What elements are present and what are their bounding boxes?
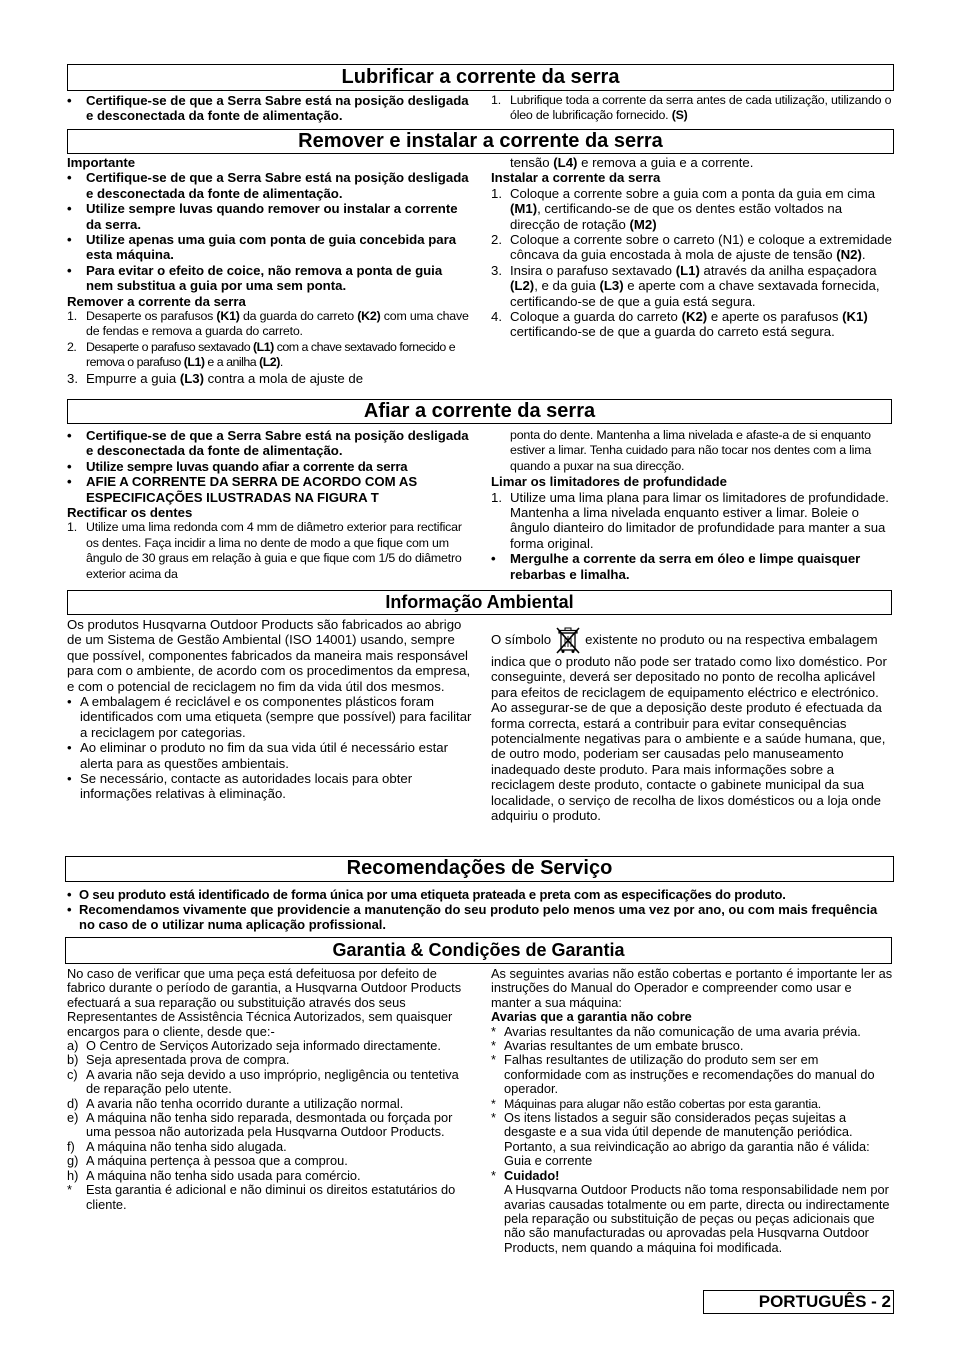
section-title-remover-instalar: Remover e instalar a corrente da serra (67, 129, 894, 154)
list-item: * Avarias resultantes de um embate brusco. (491, 1038, 744, 1054)
s3-right (491, 428, 894, 582)
list-item: h) A máquina não tenha sido usada para comércio. (67, 1167, 361, 1183)
list-item: d) A avaria não tenha ocorrido durante a utilização normal. (67, 1095, 404, 1111)
list-item: * Falhas resultantes de utilização do produto sem ser em conformidade com as instruções e recomendações do manual do operador. (491, 1052, 875, 1097)
list-item: * Máquinas para alugar não estão cobertas por esta garantia. (491, 1096, 821, 1111)
s5-body (67, 887, 894, 932)
list-item: • Utilize sempre luvas quando afiar a corrente da serra (67, 458, 408, 474)
list-item: • Certifique-se de que a Serra Sabre está na posição desligada e desconectada da fonte de alimentação. (67, 428, 469, 459)
subheading-limar: Limar os limitadores de profundidade (491, 474, 727, 490)
s1-right (491, 93, 894, 124)
page-footer-language: PORTUGUÊS - 2 (703, 1290, 894, 1314)
list-item: • A embalagem é reciclável e os componentes plásticos foram identificados com uma etiqueta (sempre que possível) para facilitar a reciclagem por categorias. (67, 694, 472, 740)
list-item: • Ao eliminar o produto no fim da sua vida útil é necessário estar alerta para as questões ambientais. (67, 740, 448, 771)
paragraph: O símbolo existente no produto ou na respectiva embalagem indica que o produto não pode ser tratado como lixo doméstico. Por conseguinte, deverá ser depositado no ponto de recolha aplicável para efeitos de reciclagem de equipamento eléctrico e electrónico. Ao assegurar-se de que a deposição deste produto é efectuada da forma correcta, estará a contribuir para evitar consequências potencialmente negativas para o ambiente e a saúde humana, que, de outro modo, poderiam ser causadas pelo manuseamento inadequado deste produto. Para mais informações sobre a reciclagem deste produto, contacte o gabinete municipal da sua localidade, o serviço de recolha de lixos domésticos ou a loja onde adquiriu o produto. (491, 626, 894, 823)
subheading-remover: Remover a corrente da serra (67, 293, 246, 309)
list-item: • Utilize apenas uma guia com ponta de guia concebida para esta máquina. (67, 232, 457, 263)
crossed-bin-icon (556, 626, 580, 654)
list-item: a) O Centro de Serviços Autorizado seja informado directamente. (67, 1038, 441, 1054)
list-item: 1. Utilize uma lima plana para limar os limitadores de profundidade. Mantenha a lima nivelada enquanto estiver a limar. Boleie o ângulo dianteiro do limitador de profundidade para manter a sua forma original. (491, 489, 889, 551)
section-title-garantia: Garantia & Condições de Garantia (65, 937, 892, 964)
subheading-avarias: Avarias que a garantia não cobre (491, 1009, 692, 1025)
list-item: * Os itens listados a seguir são considerados peças sujeitas a desgaste e a sua vida útil depende de manutenção periódica. Portanto, a sua reivindicação ao abrigo da garantia não é válida: Guia e corrente (491, 1110, 870, 1169)
subheading-importante: Importante (67, 155, 136, 170)
s6-left (67, 967, 472, 1212)
list-item: • Se necessário, contacte as autoridades locais para obter informações relativas à eliminação. (67, 771, 413, 802)
list-item: c) A avaria não seja devido a uso impróprio, negligência ou tentetiva de reparação pelo utente. (67, 1066, 459, 1097)
section-title-informacao-ambiental: Informação Ambiental (67, 590, 892, 615)
list-item: * Avarias resultantes da não comunicação de uma avaria prévia. (491, 1023, 861, 1039)
list-item: 3. Empurre a guia (L3) contra a mola de ajuste de (67, 370, 364, 386)
list-item: e) A máquina não tenha sido reparada, desmontada ou forçada por uma pessoa não autorizada pela Husqvarna Outdoor Products. (67, 1110, 453, 1140)
subheading-instalar: Instalar a corrente da serra (491, 170, 661, 186)
rectificar-continuation: ponta do dente. Mantenha a lima nivelada e afaste-a de si enquanto estiver a limar. Tenha cuidado para não tocar nos dentes com a lima quando a puxar na sua direcção. (510, 428, 872, 473)
list-item: 1. Desaperte os parafusos (K1) da guarda do carreto (K2) com uma chave de fendas e remova a guarda do carreto. (67, 309, 469, 339)
list-item: b) Seja apresentada prova de compra. (67, 1052, 290, 1068)
list-item: • AFIE A CORRENTE DA SERRA DE ACORDO COM AS ESPECIFICAÇÕES ILUSTRADAS NA FIGURA T (67, 474, 418, 505)
list-item: 4. Coloque a guarda do carreto (K2) e aperte os parafusos (K1) certificando-se de que a guarda do carreto está segura. (491, 309, 868, 340)
paragraph: As seguintes avarias não estão cobertas e portanto é importante ler as instruções do Manual do Operador e compreender como usar e manter a sua máquina: (491, 966, 893, 1010)
s4-right (491, 626, 894, 823)
list-item: • Para evitar o efeito de coice, não remova a ponta de guia nem substitua a guia por uma sem ponta. (67, 262, 443, 294)
list-item: 2. Coloque a corrente sobre o carreto (N1) e coloque a extremidade côncava da guia encostada à mola de ajuste de tensão (N2). (491, 232, 892, 263)
list-item: 1. Coloque a corrente sobre a guia com a ponta da guia em cima (M1), certificando-se de que os dentes estão voltados na direcção de rotação (M2) (491, 185, 876, 232)
list-item: * Esta garantia é adicional e não diminui os direitos estatutários do cliente. (67, 1182, 456, 1212)
list-item: 3. Insira o parafuso sextavado (L1) através da anilha espaçadora (L2), e da guia (L3) e aperte com a chave sextavada fornecida, certificando-se de que a guia está segura. (491, 262, 880, 309)
s1-left (67, 93, 472, 124)
list-item: 2. Desaperte o parafuso sextavado (L1) com a chave sextavado fornecido e remova o parafuso (L1) e a anilha (L2). (67, 339, 456, 370)
paragraph: Os produtos Husqvarna Outdoor Products são fabricados ao abrigo de um Sistema de Gestão Ambiental (ISO 14001) usando, sempre que possível, componentes fabricados da maneira mais responsável para com o ambiente, de acordo com os procedimentos da empresa, e com o potencial de reciclagem no fim da vida útil dos mesmos. (67, 617, 471, 694)
list-item: • Utilize sempre luvas quando remover ou instalar a corrente da serra. (67, 201, 458, 232)
list-item: • Certifique-se de que a Serra Sabre está na posição desligada e desconectada da fonte de alimentação. (67, 170, 469, 201)
list-item: • O seu produto está identificado de forma única por uma etiqueta prateada e preta com as especificações do produto. (67, 887, 786, 902)
subheading-rectificar: Rectificar os dentes (67, 505, 193, 521)
paragraph: No caso de verificar que uma peça está defeituosa por defeito de fabrico durante o período de garantia, a Husqvarna Outdoor Products efectuará a sua reparação ou substituição através dos seus Representantes de Assistência Técnica Autorizados, sem quaisquer encargos para o cliente, desde que:- (67, 966, 462, 1039)
list-item: • Recomendamos vivamente que providencie a manutenção do seu produto pelo menos uma vez por ano, ou com mais frequência no caso de o utilizar numa aplicação profissional. (67, 902, 878, 932)
paragraph: A Husqvarna Outdoor Products não toma responsabilidade nem por avarias causadas totalmente ou em parte, directa ou indirectamente pela reparação ou substituição de peças ou peças adicionais que não são manufacturadas ou aprovadas pela Husqvarna Outdoor Products, nem quando a máquina foi modificada. (504, 1182, 890, 1255)
s2-left (67, 155, 472, 386)
section-title-afiar: Afiar a corrente da serra (67, 399, 892, 424)
list-item: 1. Utilize uma lima redonda com 4 mm de diâmetro exterior para rectificar os dentes. Faça incidir a lima no dente de modo a que fique com um ângulo de 30 graus em relação à guia e que fique com 1/5 do diâmetro exterior acima da (67, 520, 462, 581)
section-title-recomendacoes: Recomendações de Serviço (65, 856, 894, 882)
remover-continuation: tensão (L4) e remova a guia e a corrente. (510, 155, 754, 170)
list-item: * Cuidado! (491, 1167, 560, 1183)
s4-left (67, 617, 472, 802)
list-item: f) A máquina não tenha sido alugada. (67, 1138, 287, 1154)
s6-right (491, 967, 894, 1255)
s2-right (491, 155, 894, 340)
list-item: g) A máquina pertença à pessoa que a comprou. (67, 1153, 348, 1169)
section-title-lubrificar: Lubrificar a corrente da serra (67, 64, 894, 91)
list-item: • Mergulhe a corrente da serra em óleo e limpe quaisquer rebarbas e limalha. (491, 551, 861, 582)
s3-left (67, 428, 472, 582)
list-item: • Certifique-se de que a Serra Sabre está na posição desligada e desconectada da fonte de alimentação. (67, 93, 469, 124)
list-item: 1. Lubrifique toda a corrente da serra antes de cada utilização, utilizando o óleo de lubrificação fornecido. (S) (491, 93, 892, 123)
